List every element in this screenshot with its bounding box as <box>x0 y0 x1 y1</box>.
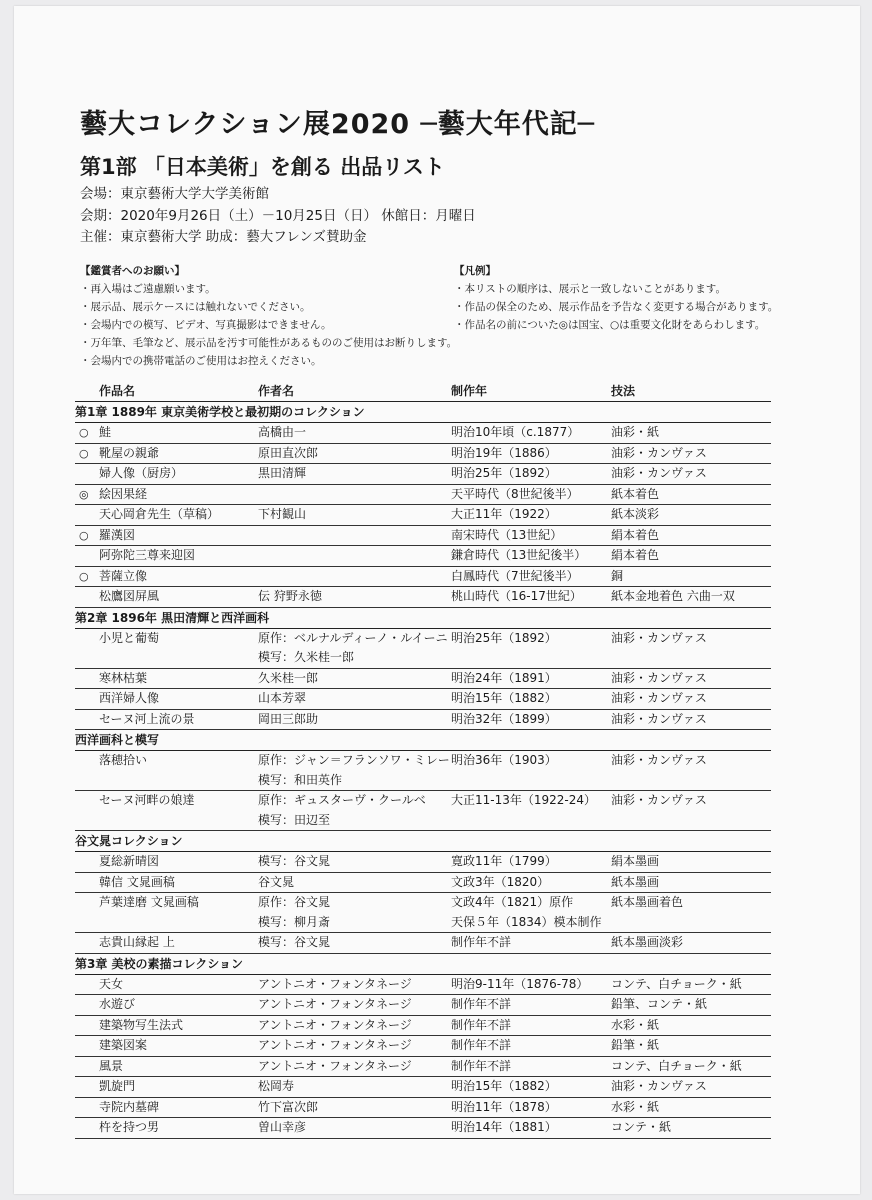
period-line: 会期：2020年9月26日（土）－10月25日（日） 休館日：月曜日 <box>80 207 476 224</box>
work-title: セーヌ河上流の景 <box>99 711 195 726</box>
table-row <box>75 423 771 444</box>
legend-notes <box>454 262 778 334</box>
work-technique: 油彩・カンヴァス <box>611 1079 707 1093</box>
work-date: 明治19年（1886） <box>451 445 557 460</box>
work-date: 文政4年（1821）原作 <box>451 895 574 909</box>
table-row <box>75 546 771 567</box>
work-title: 阿弥陀三尊来迎図 <box>99 548 196 562</box>
cultural-property-mark: ◎ <box>79 487 89 501</box>
column-header-date: 制作年 <box>451 384 488 398</box>
work-date: 白鳳時代（7世紀後半） <box>451 568 579 583</box>
work-technique: 絹本着色 <box>611 548 660 562</box>
work-date: 制作年不詳 <box>451 997 512 1011</box>
work-artist: アントニオ・フォンタネージ <box>258 1017 412 1032</box>
table-row <box>75 1036 771 1057</box>
work-technique: 油彩・カンヴァス <box>611 691 707 705</box>
column-header-title: 作品名 <box>99 384 136 398</box>
work-artist: 原作：ベルナルディーノ・ルイーニ <box>258 630 448 645</box>
organizer-line: 主催：東京藝術大学 助成：藝大フレンズ賛助金 <box>80 229 367 245</box>
table-row <box>75 1057 771 1078</box>
work-date: 天平時代（8世紀後半） <box>451 486 579 501</box>
work-title: 松鷹図屏風 <box>99 589 160 603</box>
work-artist: 模写：谷文晁 <box>258 935 331 949</box>
work-title: 西洋婦人像 <box>99 691 160 705</box>
work-technique: コンテ、白チョーク・紙 <box>611 1058 742 1073</box>
work-artist: 松岡寿 <box>258 1079 295 1093</box>
work-date: 明治32年（1899） <box>451 711 557 726</box>
work-date: 明治11年（1878） <box>451 1099 557 1114</box>
legend-heading: 【凡例】 <box>454 265 496 277</box>
work-title: 韓信 文晁画稿 <box>99 874 175 889</box>
work-technique: 油彩・カンヴァス <box>611 630 707 645</box>
work-technique: 鉛筆・紙 <box>611 1038 660 1052</box>
work-technique: 油彩・カンヴァス <box>611 711 707 726</box>
table-row <box>75 975 771 996</box>
cultural-property-mark: ○ <box>79 569 89 583</box>
work-artist: 岡田三郎助 <box>258 711 319 726</box>
works-table <box>75 380 771 1139</box>
work-copyist: 模写：久米桂一郎 <box>258 650 355 664</box>
work-artist: 山本芳翠 <box>258 691 307 705</box>
cultural-property-mark: ○ <box>79 426 89 439</box>
work-date: 明治10年頃（c.1877） <box>451 425 580 439</box>
table-row <box>75 995 771 1016</box>
work-artist: アントニオ・フォンタネージ <box>258 1038 412 1052</box>
section-heading: 第1章 1889年 東京美術学校と最初期のコレクション <box>75 402 771 423</box>
cultural-property-mark: ○ <box>79 446 89 460</box>
work-artist: 原作：ジャン＝フランソワ・ミレー <box>258 753 450 767</box>
work-title: 寺院内墓碑 <box>99 1099 160 1114</box>
work-technique: 油彩・紙 <box>611 425 660 439</box>
document-title: 藝大コレクション展2020 ─藝大年代記─ <box>80 109 595 140</box>
work-title: 天心岡倉先生（草稿） <box>99 507 220 521</box>
work-artist: 原作：ギュスターヴ・クールベ <box>258 793 426 807</box>
work-title: 絵因果経 <box>99 486 148 501</box>
work-date: 制作年不詳 <box>451 1017 512 1032</box>
legend-item: ・作品名の前についた◎は国宝、○は重要文化財をあらわします。 <box>454 319 766 331</box>
work-title: 水遊び <box>99 997 136 1011</box>
table-row <box>75 587 771 608</box>
work-title: 小児と葡萄 <box>99 630 160 645</box>
work-artist: アントニオ・フォンタネージ <box>258 1058 412 1073</box>
work-title: 風景 <box>99 1058 124 1073</box>
document-subtitle: 第1部 「日本美術」を創る 出品リスト <box>80 155 445 179</box>
column-header-artist: 作者名 <box>258 384 295 398</box>
work-title: 建築物写生法式 <box>99 1017 184 1032</box>
work-technique: 水彩・紙 <box>611 1017 660 1032</box>
table-row <box>75 1098 771 1119</box>
table-row <box>75 505 771 526</box>
work-title: 凱旋門 <box>99 1079 136 1093</box>
table-row <box>75 689 771 710</box>
work-artist: 原作：谷文晁 <box>258 895 331 909</box>
table-row <box>75 893 771 933</box>
work-artist: 久米桂一郎 <box>258 670 319 685</box>
work-artist: 高橋由一 <box>258 425 307 439</box>
work-technique: 油彩・カンヴァス <box>611 670 707 685</box>
table-row <box>75 526 771 547</box>
visitor-request-item: ・会場内での模写、ビデオ、写真撮影はできません。 <box>80 319 332 331</box>
work-artist: アントニオ・フォンタネージ <box>258 976 412 991</box>
visitor-requests <box>80 262 457 370</box>
section-heading: 第2章 1896年 黒田清輝と西洋画科 <box>75 608 771 629</box>
work-technique: 油彩・カンヴァス <box>611 793 707 807</box>
work-date: 大正11-13年（1922-24） <box>451 793 597 807</box>
work-copyist: 模写：和田英作 <box>258 772 343 787</box>
table-row <box>75 791 771 831</box>
work-technique: 紙本墨画 <box>611 874 660 889</box>
table-row <box>75 873 771 894</box>
work-technique: コンテ・紙 <box>611 1120 672 1134</box>
table-row <box>75 567 771 588</box>
work-artist: 下村観山 <box>258 507 307 521</box>
work-title: 寒林枯葉 <box>99 670 148 685</box>
work-date: 大正11年（1922） <box>451 507 557 521</box>
table-row <box>75 852 771 873</box>
table-header <box>75 380 771 402</box>
work-date: 明治25年（1892） <box>451 630 557 645</box>
work-technique: 紙本着色 <box>611 486 660 501</box>
work-date: 制作年不詳 <box>451 1058 512 1073</box>
work-technique: 油彩・カンヴァス <box>611 445 707 460</box>
work-title: 婦人像（厨房） <box>99 466 184 480</box>
legend-item: ・作品の保全のため、展示作品を予告なく変更する場合があります。 <box>454 301 779 313</box>
table-body <box>75 402 771 1139</box>
work-date: 明治14年（1881） <box>451 1120 557 1134</box>
table-row <box>75 933 771 954</box>
table-row <box>75 485 771 506</box>
work-date: 桃山時代（16-17世紀） <box>451 589 582 603</box>
work-title: 落穂拾い <box>99 753 148 767</box>
work-title: 建築図案 <box>99 1038 148 1052</box>
work-copyist: 模写：柳月斎 <box>258 914 331 929</box>
work-title: 志貴山縁起 上 <box>99 935 175 949</box>
work-date: 明治24年（1891） <box>451 670 557 685</box>
column-header-technique: 技法 <box>611 384 636 398</box>
work-artist: 模写：谷文晁 <box>258 854 331 868</box>
work-title: 靴屋の親爺 <box>99 445 160 460</box>
work-date: 鎌倉時代（13世紀後半） <box>451 548 587 562</box>
exhibition-info <box>80 184 476 249</box>
table-row <box>75 444 771 465</box>
work-date-secondary: 天保５年（1834）模本制作 <box>451 914 602 929</box>
work-technique: コンテ、白チョーク・紙 <box>611 976 742 991</box>
table-row <box>75 1016 771 1037</box>
work-technique: 鉛筆、コンテ・紙 <box>611 997 708 1011</box>
work-date: 明治15年（1882） <box>451 691 557 705</box>
visitor-request-item: ・万年筆、毛筆など、展示品を汚す可能性があるもののご使用はお断りします。 <box>80 337 458 349</box>
section-heading: 第3章 美校の素描コレクション <box>75 954 771 975</box>
work-title: 芦葉達磨 文晁画稿 <box>99 895 199 909</box>
section-heading: 谷文晁コレクション <box>75 831 771 852</box>
legend-item: ・本リストの順序は、展示と一致しないことがあります。 <box>454 283 726 295</box>
work-title: 夏総新晴図 <box>99 854 160 868</box>
work-technique: 紙本墨画着色 <box>611 895 684 909</box>
work-artist: 谷文晁 <box>258 874 295 889</box>
work-technique: 絹本墨画 <box>611 854 660 868</box>
work-title: 菩薩立像 <box>99 568 148 583</box>
table-row <box>75 1077 771 1098</box>
work-artist: 伝 狩野永徳 <box>258 589 322 603</box>
work-date: 明治9-11年（1876-78） <box>451 976 589 991</box>
work-technique: 水彩・紙 <box>611 1099 660 1114</box>
table-row <box>75 751 771 791</box>
visitor-request-item: ・会場内での携帯電話のご使用はお控えください。 <box>80 355 322 367</box>
work-date: 寛政11年（1799） <box>451 854 557 868</box>
table-row <box>75 1118 771 1139</box>
visitor-request-item: ・展示品、展示ケースには触れないでください。 <box>80 301 311 313</box>
work-technique: 銅 <box>611 568 624 583</box>
work-artist: 曽山幸彦 <box>258 1120 307 1134</box>
work-artist: 原田直次郎 <box>258 445 319 460</box>
work-title: 鮭 <box>99 425 112 439</box>
venue-line: 会場：東京藝術大学大学美術館 <box>80 186 269 202</box>
work-technique: 絹本着色 <box>611 527 660 542</box>
work-technique: 油彩・カンヴァス <box>611 466 707 480</box>
work-technique: 紙本淡彩 <box>611 507 660 521</box>
visitor-requests-heading: 【鑑賞者へのお願い】 <box>80 265 185 277</box>
document-page <box>14 6 860 1194</box>
work-date: 南宋時代（13世紀） <box>451 527 563 542</box>
cultural-property-mark: ○ <box>79 528 89 542</box>
work-date: 明治25年（1892） <box>451 466 557 480</box>
work-date: 制作年不詳 <box>451 1038 512 1052</box>
table-row <box>75 669 771 690</box>
work-copyist: 模写：田辺至 <box>258 812 331 827</box>
section-heading: 西洋画科と模写 <box>75 730 771 751</box>
table-row <box>75 710 771 731</box>
work-date: 明治36年（1903） <box>451 753 557 767</box>
work-artist: アントニオ・フォンタネージ <box>258 997 412 1011</box>
work-date: 制作年不詳 <box>451 935 512 949</box>
table-row <box>75 629 771 669</box>
work-technique: 紙本墨画淡彩 <box>611 935 684 949</box>
work-technique: 油彩・カンヴァス <box>611 753 707 767</box>
work-title: 杵を持つ男 <box>99 1120 160 1134</box>
work-artist: 竹下富次郎 <box>258 1099 319 1114</box>
work-date: 文政3年（1820） <box>451 874 550 889</box>
table-row <box>75 464 771 485</box>
visitor-request-item: ・再入場はご遠慮願います。 <box>80 283 216 295</box>
work-title: セーヌ河畔の娘達 <box>99 793 195 807</box>
work-date: 明治15年（1882） <box>451 1079 557 1093</box>
work-artist: 黒田清輝 <box>258 466 307 480</box>
work-title: 天女 <box>99 976 124 991</box>
work-title: 羅漢図 <box>99 527 136 542</box>
work-technique: 紙本金地着色 六曲一双 <box>611 589 735 603</box>
